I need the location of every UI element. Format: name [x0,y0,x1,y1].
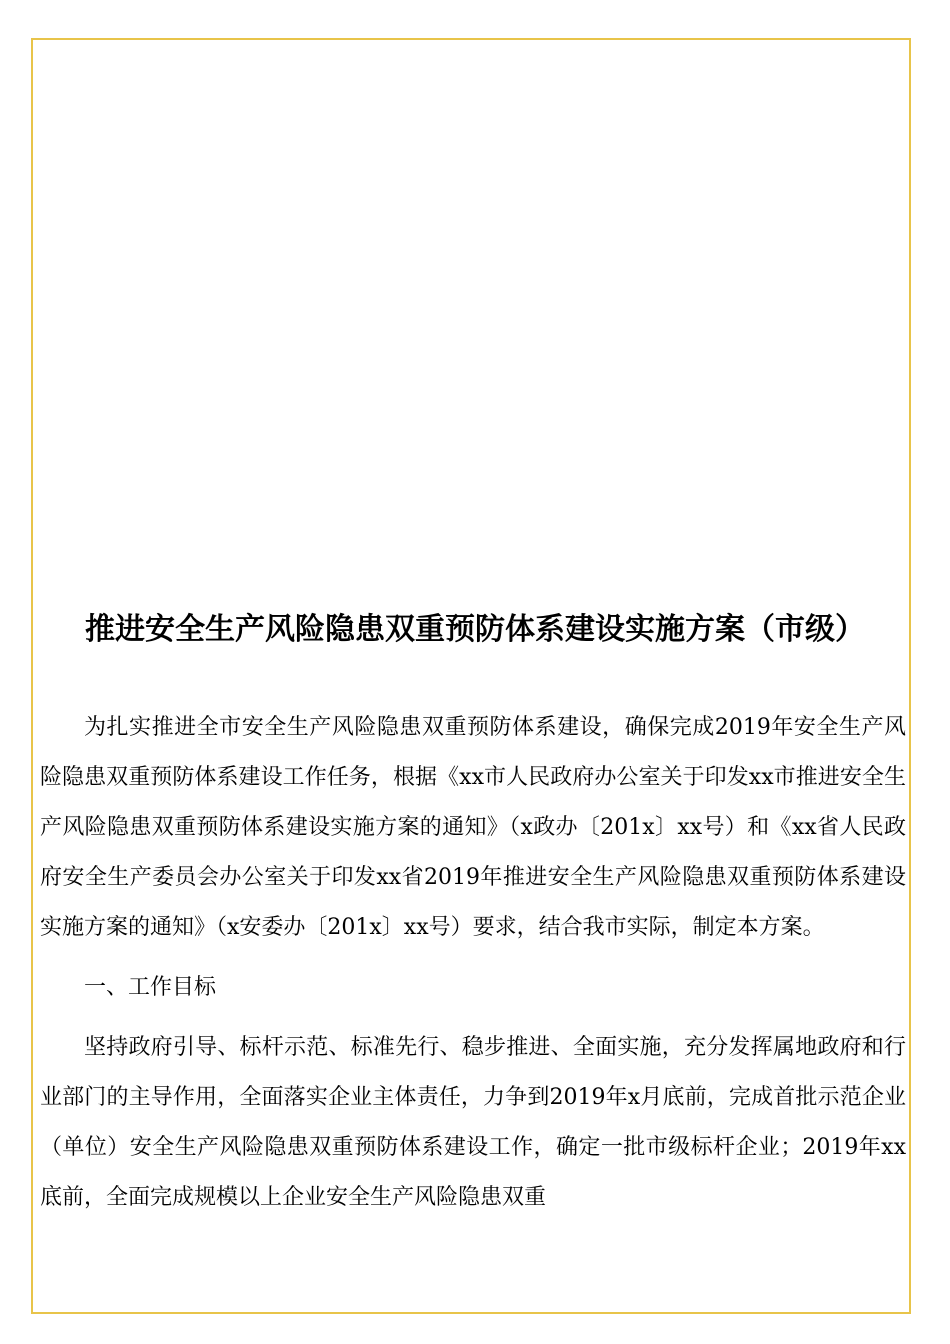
intro-paragraph: 为扎实推进全市安全生产风险隐患双重预防体系建设，确保完成2019年安全生产风险隐患双重预防体系建设工作任务，根据《xx市人民政府办公室关于印发xx市推进安全生产风险隐患双重预防体系建设实施方案的通知》（x政办〔201x〕xx号）和《xx省人民政府安全生产委员会办公室关于印发xx省2019年推进安全生产风险隐患双重预防体系建设实施方案的通知》（x安委办〔201x〕xx号）要求，结合我市实际，制定本方案。 [40,715,906,940]
document-body [40,703,906,1223]
document-title: 推进安全生产风险隐患双重预防体系建设实施方案（市级） [85,612,865,648]
section-heading-work-goals: 一、工作目标 [84,975,217,1000]
work-goals-paragraph: 坚持政府引导、标杆示范、标准先行、稳步推进、全面实施，充分发挥属地政府和行业部门的主导作用，全面落实企业主体责任，力争到2019年x月底前，完成首批示范企业（单位）安全生产风险隐患双重预防体系建设工作，确定一批市级标杆企业；2019年xx底前，全面完成规模以上企业安全生产风险隐患双重 [40,1035,906,1210]
